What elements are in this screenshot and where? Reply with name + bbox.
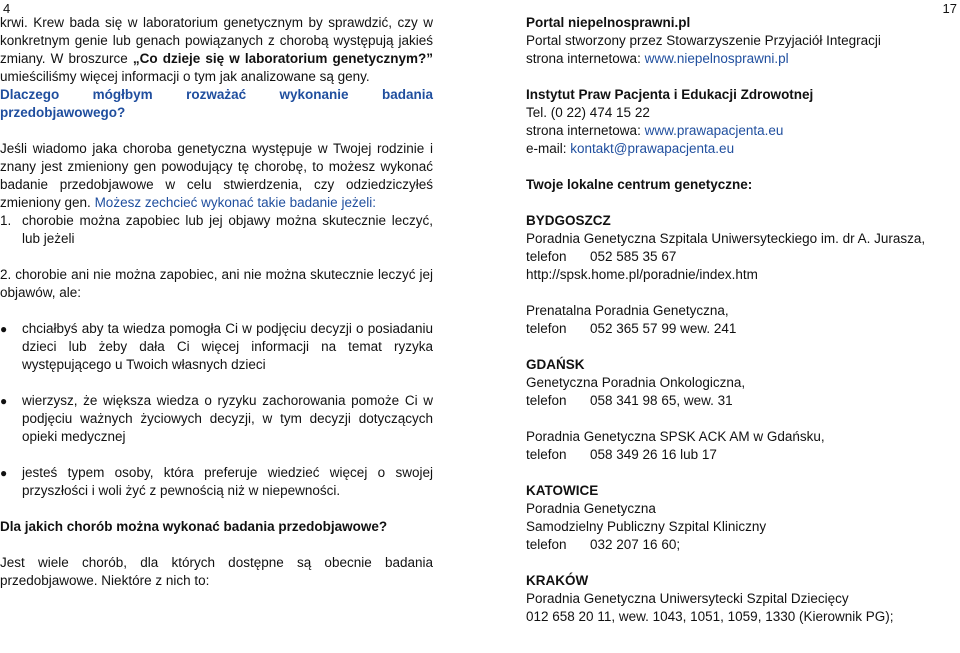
ipp-email-link[interactable]: kontakt@prawapacjenta.eu xyxy=(570,141,735,156)
reasons-list xyxy=(0,320,433,500)
clinic-name: Prenatalna Poradnia Genetyczna, xyxy=(526,303,729,318)
clinic-name: Poradnia Genetyczna xyxy=(526,501,656,516)
city-name: KATOWICE xyxy=(526,483,599,498)
condition-item-2: 2. chorobie ani nie można zapobiec, ani nie można skutecznie leczyć jej objawów, ale: xyxy=(0,267,433,300)
right-column xyxy=(526,14,946,626)
clinic-name: Genetyczna Poradnia Onkologiczna, xyxy=(526,375,746,390)
clinic-phone: 058 349 26 16 lub 17 xyxy=(590,447,717,462)
city-name: GDAŃSK xyxy=(526,357,585,372)
hospital-name: Samodzielny Publiczny Szpital Kliniczny xyxy=(526,519,767,534)
bydgoszcz-prenatal-block: Prenatalna Poradnia Genetyczna, telefon 052 365 57 99 wew. 241 xyxy=(526,302,946,338)
diseases-paragraph: Jest wiele chorób, dla których dostępne są obecnie badania przedobjawowe. Niektóre z nich to: xyxy=(0,555,433,588)
city-name: KRAKÓW xyxy=(526,573,589,588)
gdansk-spsk-block: Poradnia Genetyczna SPSK ACK AM w Gdańsku, telefon 058 349 26 16 lub 17 xyxy=(526,428,946,464)
portal-title: Portal niepelnosprawni.pl xyxy=(526,15,691,30)
page-number-left: 4 xyxy=(3,1,11,16)
list-item: ● chciałbyś aby ta wiedza pomogła Ci w podjęciu decyzji o posiadaniu dzieci lub żeby dała Ci więcej informacji na temat ryzyka występującego u Twoich własnych dzieci xyxy=(0,321,433,372)
portal-website-link[interactable]: www.niepelnosprawni.pl xyxy=(644,51,789,66)
clinic-url-link[interactable]: http://spsk.home.pl/poradnie/index.htm xyxy=(526,267,758,282)
ipp-block: Instytut Praw Pacjenta i Edukacji Zdrowotnej Tel. (0 22) 474 15 22 strona internetowa: www.prawapacjenta.eu e-mail: kontakt@prawapacjenta.eu xyxy=(526,86,946,158)
city-name: BYDGOSZCZ xyxy=(526,213,611,228)
brochure-title: „Co dzieje się w laboratorium genetycznym?” xyxy=(132,51,433,66)
left-column xyxy=(0,14,433,590)
krakow-block xyxy=(526,572,946,626)
bullet-icon: ● xyxy=(0,394,8,408)
page-number-right: 17 xyxy=(942,1,957,16)
list-item: ● jesteś typem osoby, która preferuje wiedzieć więcej o swojej przyszłości i woli żyć z pewnością niż w niepewności. xyxy=(0,465,433,498)
bydgoszcz-block: BYDGOSZCZ Poradnia Genetyczna Szpitala Uniwersyteckiego im. dr A. Jurasza, telefon 052 585 35 67 http://spsk.home.pl/poradnie/index.htm xyxy=(526,212,946,284)
gdansk-block: GDAŃSK Genetyczna Poradnia Onkologiczna, telefon 058 341 98 65, wew. 31 xyxy=(526,356,946,410)
intro-paragraph: krwi. Krew bada się w laboratorium genetycznym by sprawdzić, czy w konkretnym genie lub genach powiązanych z chorobą występują jakieś zmiany. W broszurce „Co dzieje się w laboratorium genetycznym?” umieściliśmy więcej informacji o tym jak analizowane są geny. xyxy=(0,15,433,84)
portal-description: Portal stworzony przez Stowarzyszenie Przyjaciół Integracji xyxy=(526,33,881,48)
condition-list xyxy=(0,212,433,248)
ipp-website-link[interactable]: www.prawapacjenta.eu xyxy=(644,123,784,138)
clinic-phone: 032 207 16 60; xyxy=(590,537,681,552)
section-heading-why: Dlaczego mógłbym rozważać wykonanie badania przedobjawowego? xyxy=(0,87,433,120)
clinic-phone: 052 365 57 99 wew. 241 xyxy=(590,321,737,336)
ipp-title: Instytut Praw Pacjenta i Edukacji Zdrowotnej xyxy=(526,87,814,102)
clinic-phone: 012 658 20 11, wew. 1043, 1051, 1059, 1330 (Kierownik PG); xyxy=(526,609,894,624)
portal-block: Portal niepelnosprawni.pl Portal stworzony przez Stowarzyszenie Przyjaciół Integracji strona internetowa: www.niepelnosprawni.pl xyxy=(526,14,946,68)
local-centre-heading: Twoje lokalne centrum genetyczne: xyxy=(526,177,753,192)
clinic-name: Poradnia Genetyczna Uniwersytecki Szpital Dziecięcy xyxy=(526,591,849,606)
presymptomatic-paragraph: Jeśli wiadomo jaka choroba genetyczna występuje w Twojej rodzinie i znany jest zmieniony gen powodujący tę chorobę, to możesz wykonać badanie przedobjawowe w celu stwierdzenia, czy odziedziczyłeś zmieniony gen. Możesz zechcieć wykonać takie badanie jeżeli: xyxy=(0,141,433,210)
clinic-name: Poradnia Genetyczna SPSK ACK AM w Gdańsku, xyxy=(526,429,825,444)
clinic-phone: 052 585 35 67 xyxy=(590,249,677,264)
bullet-icon: ● xyxy=(0,466,8,480)
list-item: ● wierzysz, że większa wiedza o ryzyku zachorowania pomoże Ci w podjęciu ważnych życiowych decyzji, w tym decyzji dotyczących opieki medycznej xyxy=(0,393,433,444)
ipp-phone: Tel. (0 22) 474 15 22 xyxy=(526,105,650,120)
bullet-icon: ● xyxy=(0,322,8,336)
clinic-name: Poradnia Genetyczna Szpitala Uniwersyteckiego im. dr A. Jurasza, xyxy=(526,231,926,246)
katowice-block: KATOWICE Poradnia Genetyczna Samodzielny Publiczny Szpital Kliniczny telefon 032 207 16 60; xyxy=(526,482,946,554)
list-item: 1. chorobie można zapobiec lub jej objawy można skutecznie leczyć, lub jeżeli xyxy=(0,213,433,246)
clinic-phone: 058 341 98 65, wew. 31 xyxy=(590,393,733,408)
section-heading-diseases: Dla jakich chorób można wykonać badania przedobjawowe? xyxy=(0,519,388,534)
